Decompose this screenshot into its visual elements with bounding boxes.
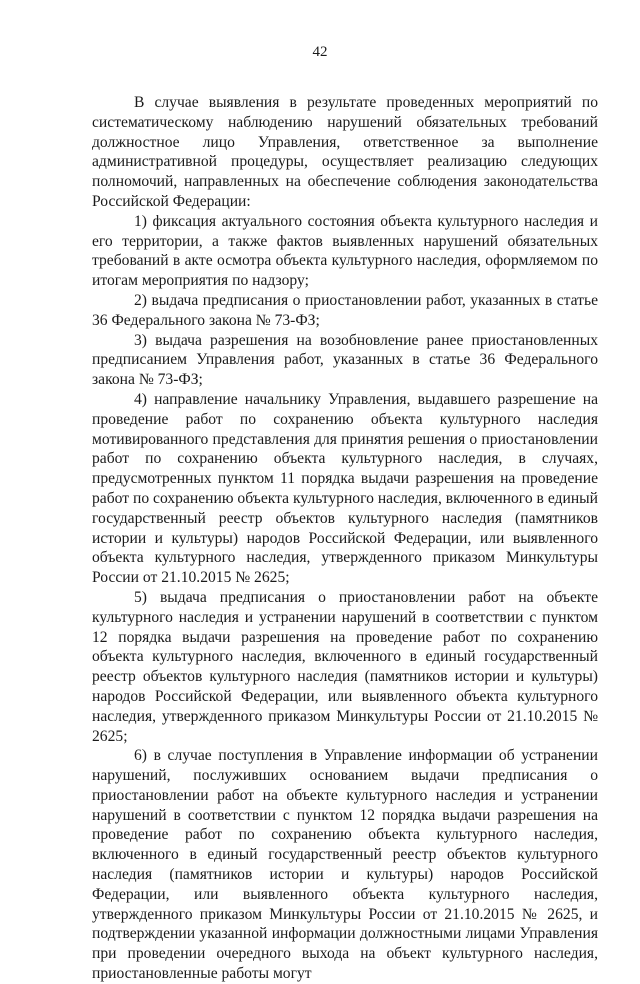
intro-paragraph: В случае выявления в результате проведенных мероприятий по систематическому наблюдению нарушений обязательных требований должностное лицо Управления, ответственное за выполнение административной процедуры, осуществляет реализацию следующих полномочий, направленных на обеспечение соблюдения законодательства Российской Федерации: — [92, 94, 598, 210]
list-item-5: 5) выдача предписания о приостановлении работ на объекте культурного наследия и устранении нарушений в соответствии с пунктом 12 порядка выдачи разрешения на проведение работ по сохранению объекта культурного наследия, включенного в единый государственный реестр объектов культурного наследия (памятников истории и культуры) народов Российской Федерации, или выявленного объекта культурного наследия, утвержденного приказом Минкультуры России от 21.10.2015 № 2625; — [92, 588, 598, 745]
list-item-1: 1) фиксация актуального состояния объекта культурного наследия и его территории, а также фактов выявленных нарушений обязательных требований в акте осмотра объекта культурного наследия, оформляемом по итогам мероприятия по надзору; — [92, 212, 598, 290]
list-item-3: 3) выдача разрешения на возобновление ранее приостановленных предписанием Управления работ, указанных в статье 36 Федерального закона № 73-ФЗ; — [92, 331, 598, 389]
page-number: 42 — [312, 44, 328, 60]
list-item-2: 2) выдача предписания о приостановлении работ, указанных в статье 36 Федерального закона № 73-ФЗ; — [92, 291, 598, 329]
list-item-4: 4) направление начальнику Управления, выдавшего разрешение на проведение работ по сохранению объекта культурного наследия мотивированного представления для принятия решения о приостановлении работ по сохранению объекта культурного наследия, в случаях, предусмотренных пунктом 11 порядка выдачи разрешения на проведение работ по сохранению объекта культурного наследия, включенного в единый государственный реестр объектов культурного наследия (памятников истории и культуры) народов Российской Федерации, или выявленного объекта культурного наследия, утвержденного приказом Минкультуры России от 21.10.2015 № 2625; — [92, 390, 598, 587]
document-body — [92, 93, 598, 984]
list-item-6: 6) в случае поступления в Управление информации об устранении нарушений, послуживших основанием выдачи предписания о приостановлении работ на объекте культурного наследия и устранении нарушений в соответствии с пунктом 12 порядка выдачи разрешения на проведение работ по сохранению объекта культурного наследия, включенного в единый государственный реестр объектов культурного наследия (памятников истории и культуры) народов Российской Федерации, или выявленного объекта культурного наследия, утвержденного приказом Минкультуры России от 21.10.2015 № 2625, и подтверждении указанной информации должностными лицами Управления при проведении очередного выхода на объект культурного наследия, приостановленные работы могут — [92, 747, 598, 983]
